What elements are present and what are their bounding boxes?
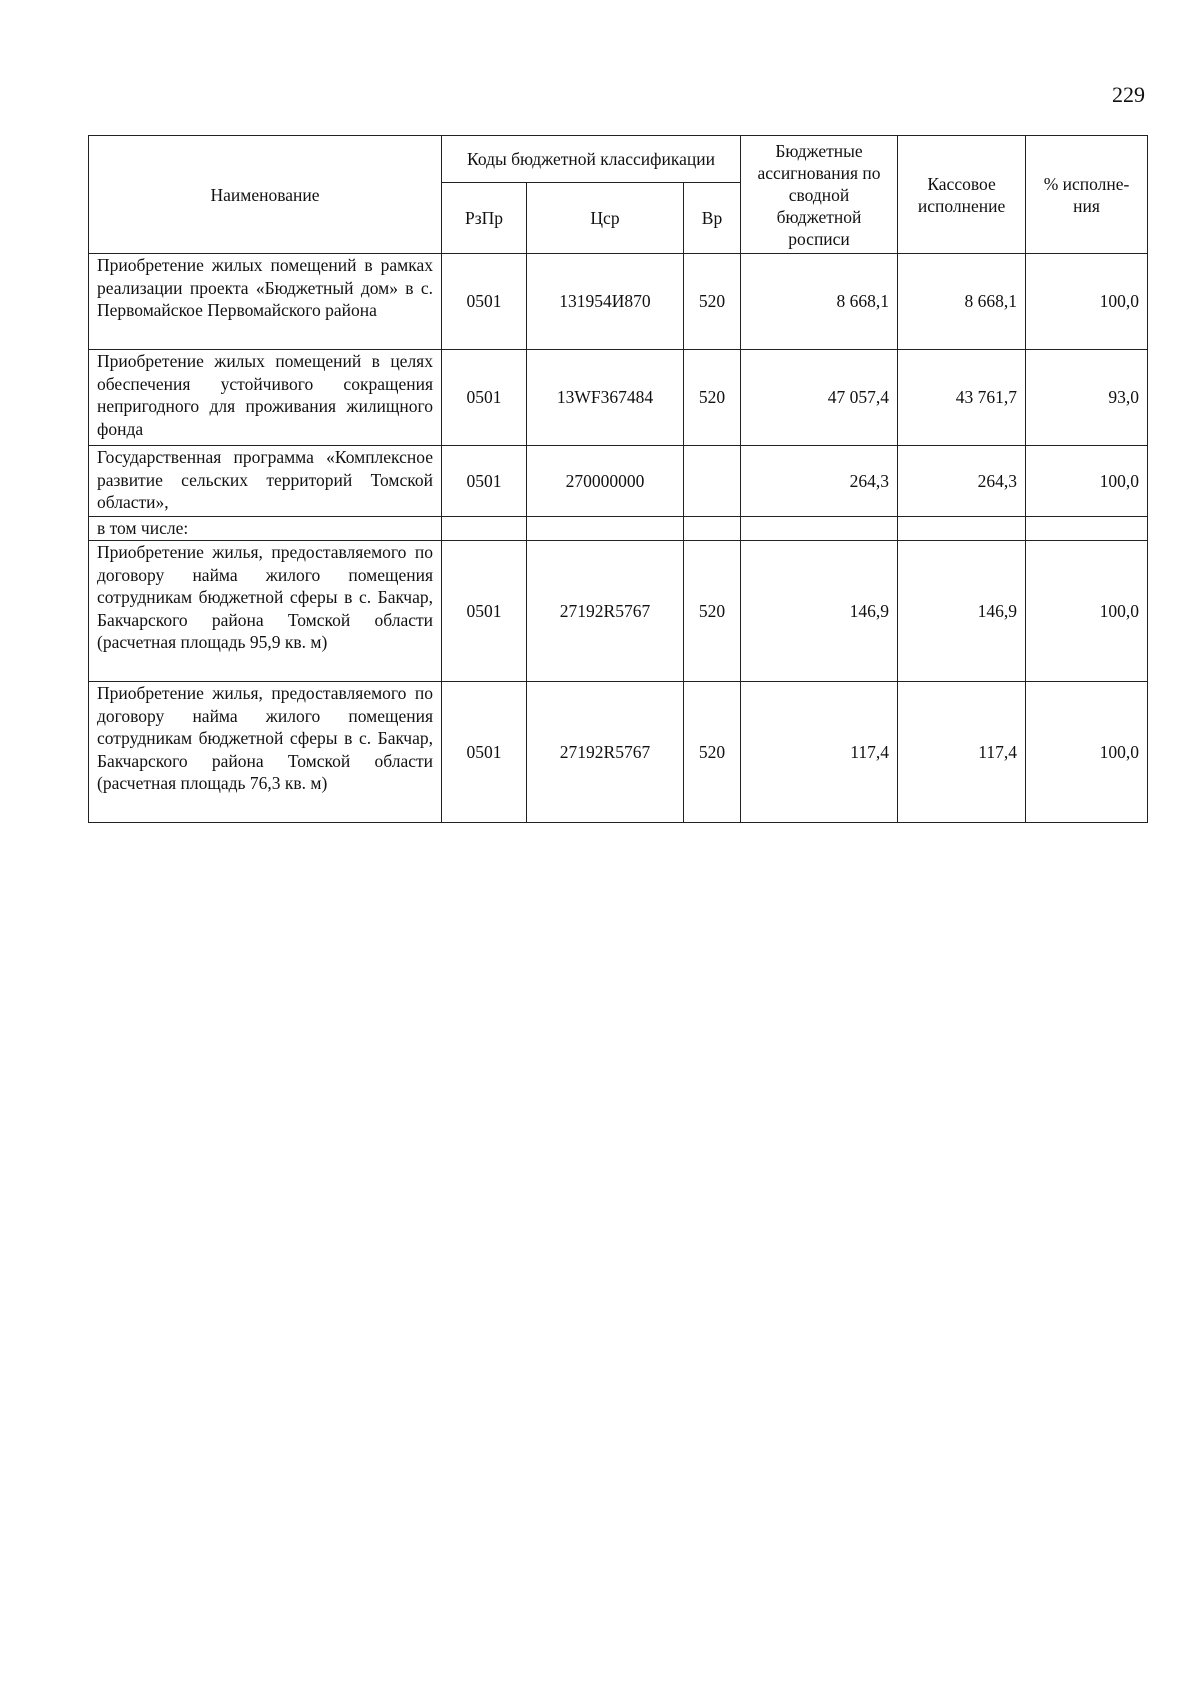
row-vr: 520 xyxy=(684,541,741,682)
row-cash: 8 668,1 xyxy=(898,254,1026,350)
row-csr: 27192R5767 xyxy=(527,541,684,682)
row-name: Государственная программа «Комплексное развитие сельских территорий Томской области», xyxy=(89,446,442,517)
row-rzpr: 0501 xyxy=(442,350,527,446)
row-csr: 131954И870 xyxy=(527,254,684,350)
row-vr: 520 xyxy=(684,254,741,350)
row-cash: 117,4 xyxy=(898,682,1026,823)
row-cash xyxy=(898,517,1026,541)
row-allocations: 8 668,1 xyxy=(741,254,898,350)
row-percent: 100,0 xyxy=(1026,682,1148,823)
header-percent: % исполне-ния xyxy=(1026,136,1148,254)
row-rzpr: 0501 xyxy=(442,541,527,682)
table-row-including xyxy=(89,517,1148,541)
header-row-top xyxy=(89,136,1148,183)
row-rzpr: 0501 xyxy=(442,682,527,823)
table-row-program xyxy=(89,446,1148,517)
row-percent xyxy=(1026,517,1148,541)
header-allocations: Бюджетные ассигнования по сводной бюджетной росписи xyxy=(741,136,898,254)
row-vr xyxy=(684,517,741,541)
row-csr: 13WF367484 xyxy=(527,350,684,446)
row-percent: 100,0 xyxy=(1026,541,1148,682)
row-cash: 43 761,7 xyxy=(898,350,1026,446)
row-allocations: 146,9 xyxy=(741,541,898,682)
row-allocations: 47 057,4 xyxy=(741,350,898,446)
row-name: Приобретение жилых помещений в целях обеспечения устойчивого сокращения непригодного для проживания жилищного фонда xyxy=(89,350,442,446)
row-percent: 93,0 xyxy=(1026,350,1148,446)
row-vr: 520 xyxy=(684,682,741,823)
row-vr xyxy=(684,446,741,517)
row-name: в том числе: xyxy=(89,517,442,541)
row-allocations xyxy=(741,517,898,541)
header-codes-group: Коды бюджетной классификации xyxy=(442,136,741,183)
row-csr: 270000000 xyxy=(527,446,684,517)
row-allocations: 117,4 xyxy=(741,682,898,823)
header-name: Наименование xyxy=(89,136,442,254)
table-row xyxy=(89,254,1148,350)
header-cash-execution: Кассовое исполнение xyxy=(898,136,1026,254)
row-name: Приобретение жилых помещений в рамках реализации проекта «Бюджетный дом» в с. Первомайское Первомайского района xyxy=(89,254,442,350)
budget-execution-table xyxy=(88,135,1148,823)
row-rzpr: 0501 xyxy=(442,254,527,350)
row-name: Приобретение жилья, предоставляемого по договору найма жилого помещения сотрудникам бюджетной сферы в с. Бакчар, Бакчарского района Томской области (расчетная площадь 95,9 кв. м) xyxy=(89,541,442,682)
header-vr: Вр xyxy=(684,183,741,254)
table-row xyxy=(89,541,1148,682)
row-rzpr xyxy=(442,517,527,541)
row-allocations: 264,3 xyxy=(741,446,898,517)
row-percent: 100,0 xyxy=(1026,446,1148,517)
row-percent: 100,0 xyxy=(1026,254,1148,350)
row-csr xyxy=(527,517,684,541)
row-cash: 264,3 xyxy=(898,446,1026,517)
table-row xyxy=(89,682,1148,823)
header-rzpr: РзПр xyxy=(442,183,527,254)
row-csr: 27192R5767 xyxy=(527,682,684,823)
row-rzpr: 0501 xyxy=(442,446,527,517)
row-vr: 520 xyxy=(684,350,741,446)
row-name: Приобретение жилья, предоставляемого по договору найма жилого помещения сотрудникам бюджетной сферы в с. Бакчар, Бакчарского района Томской области (расчетная площадь 76,3 кв. м) xyxy=(89,682,442,823)
header-csr: Цср xyxy=(527,183,684,254)
page-number: 229 xyxy=(1112,82,1145,107)
row-cash: 146,9 xyxy=(898,541,1026,682)
table-row xyxy=(89,350,1148,446)
